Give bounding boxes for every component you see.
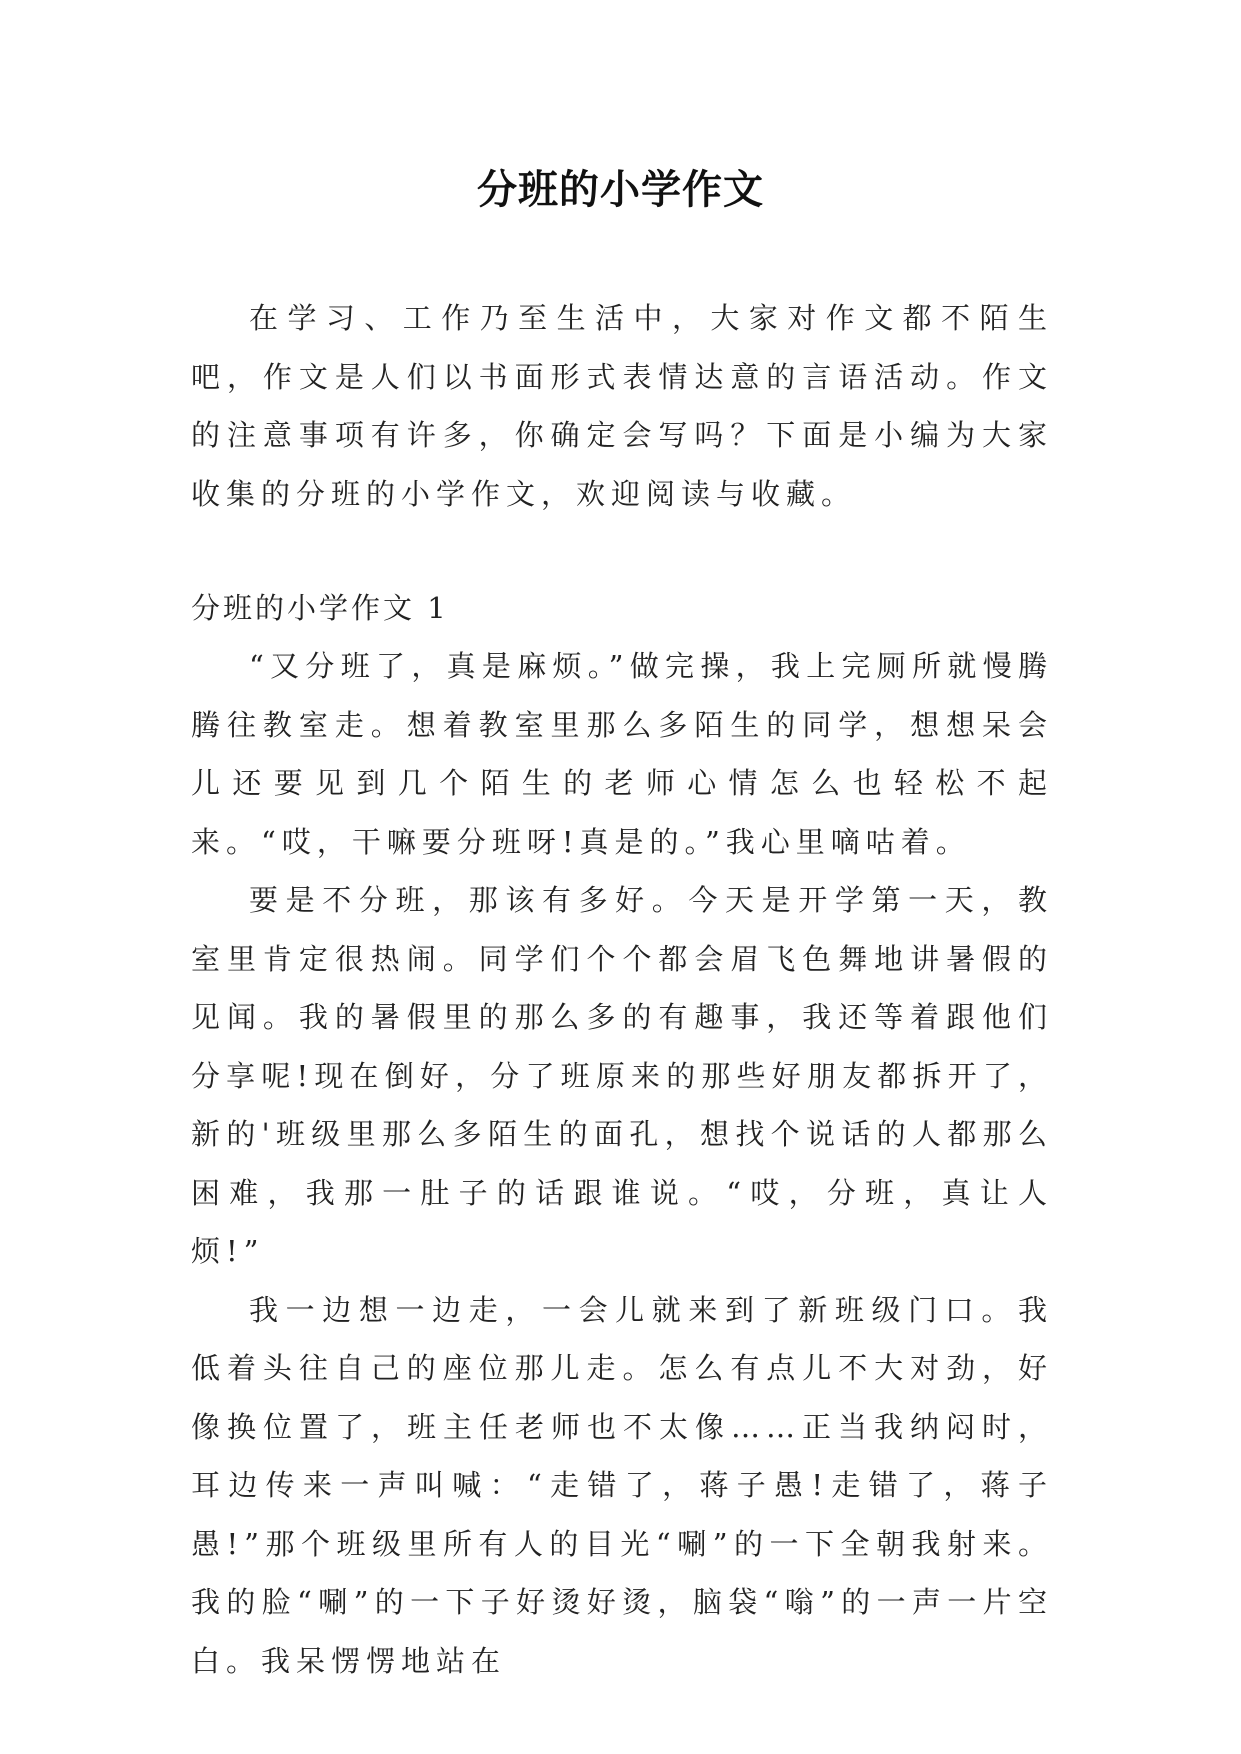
- document-title: 分班的小学作文: [477, 167, 764, 213]
- essay-body: [191, 637, 1053, 1690]
- section-heading: 分班的小学作文 1: [191, 591, 449, 625]
- essay-paragraph-2: 要是不分班，那该有多好。今天是开学第一天，教室里肯定很热闹。同学们个个都会眉飞色舞地讲暑假的见闻。我的暑假里的那么多的有趣事，我还等着跟他们分享呢!现在倒好，分了班原来的那些好朋友都拆开了，新的'班级里那么多陌生的面孔，想找个说话的人都那么困难，我那一肚子的话跟谁说。“哎，分班，真让人烦!”: [191, 883, 1053, 1268]
- intro-block: [191, 289, 1053, 523]
- essay-paragraph-3: 我一边想一边走，一会儿就来到了新班级门口。我低着头往自己的座位那儿走。怎么有点儿不大对劲，好像换位置了，班主任老师也不太像……正当我纳闷时，耳边传来一声叫喊：“走错了，蒋子愚!走错了，蒋子愚!”那个班级里所有人的目光“唰”的一下全朝我射来。我的脸“唰”的一下子好烫好烫，脑袋“嗡”的一声一片空白。我呆愣愣地站在: [191, 1292, 1053, 1678]
- intro-paragraph: 在学习、工作乃至生活中，大家对作文都不陌生吧，作文是人们以书面形式表情达意的言语活动。作文的注意事项有许多，你确定会写吗？下面是小编为大家收集的分班的小学作文，欢迎阅读与收藏。: [191, 301, 1053, 511]
- essay-paragraph-1: “又分班了，真是麻烦。”做完操，我上完厕所就慢腾腾往教室走。想着教室里那么多陌生的同学，想想呆会儿还要见到几个陌生的老师心情怎么也轻松不起来。“哎，干嘛要分班呀!真是的。”我心里嘀咕着。: [191, 649, 1053, 859]
